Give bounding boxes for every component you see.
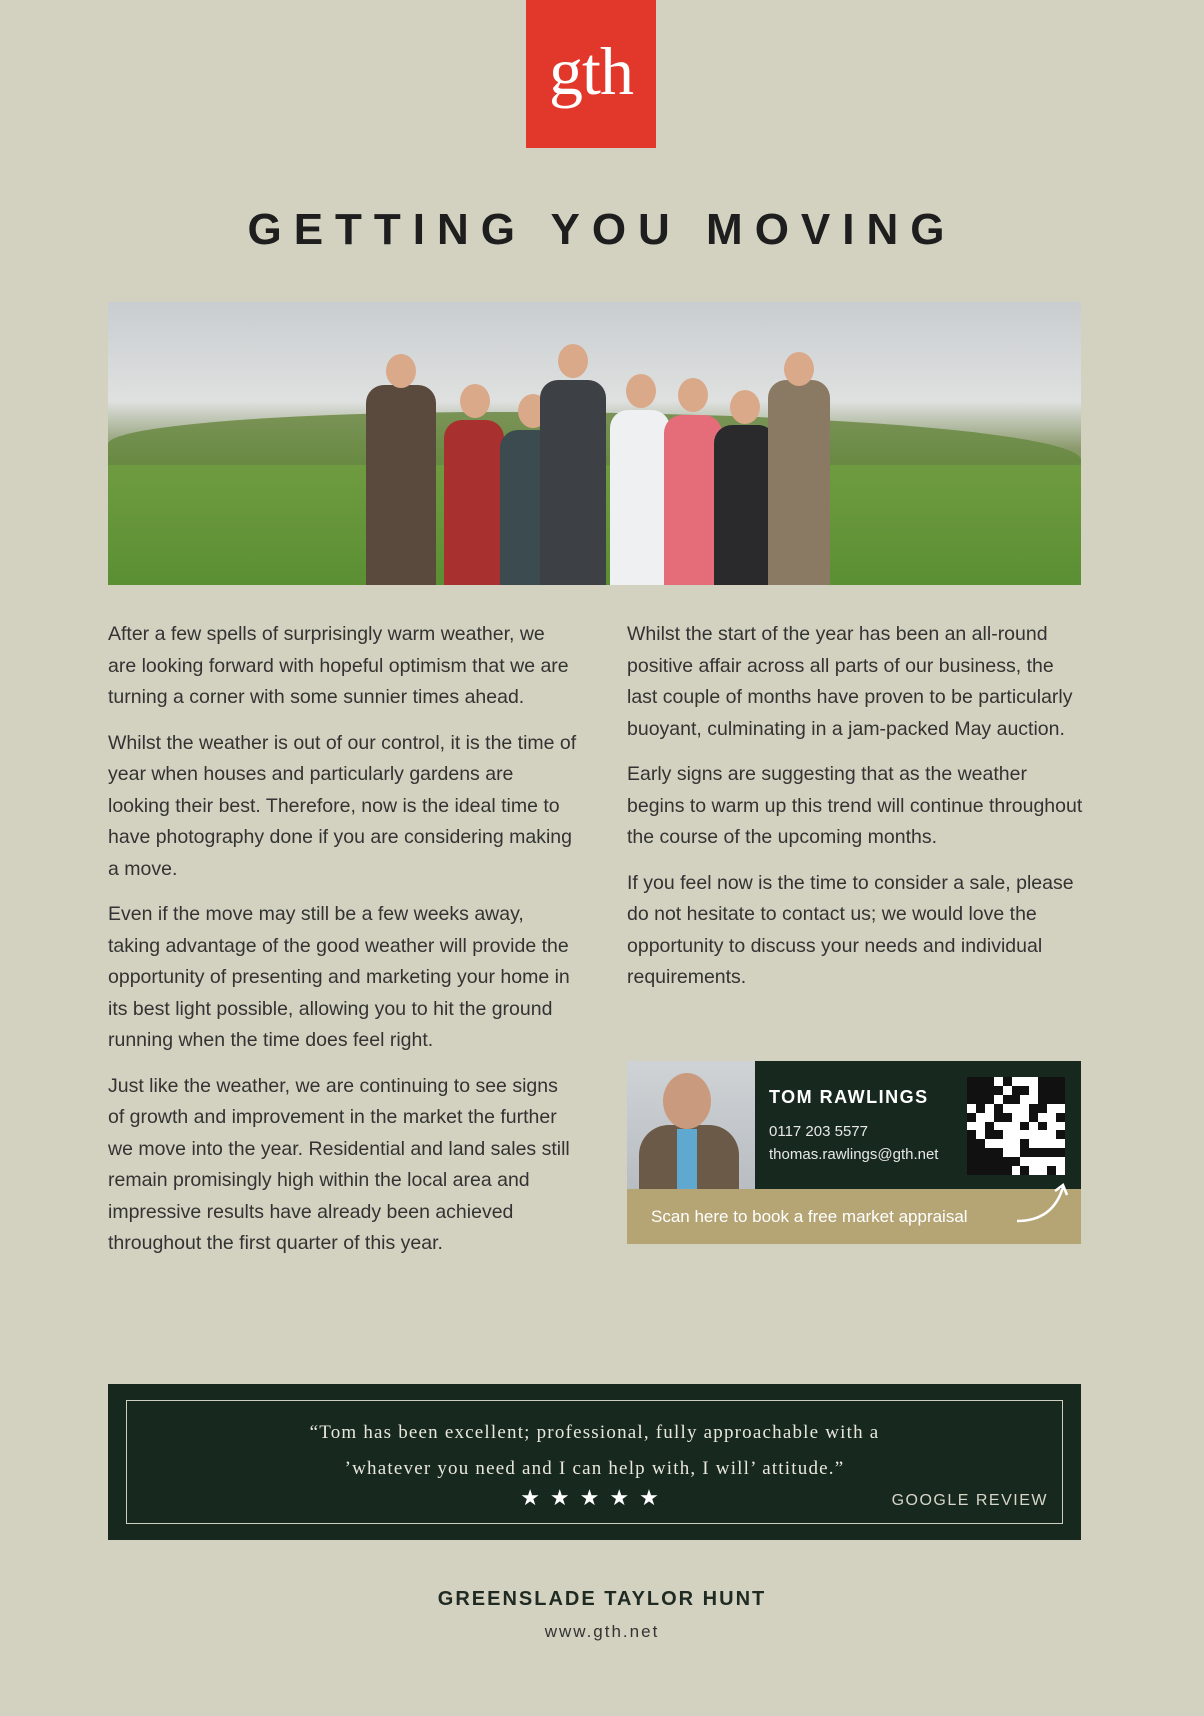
qr-code-icon[interactable] [967, 1077, 1065, 1175]
review-quote-line: ’whatever you need and I can help with, I will’ attitude.” [344, 1458, 845, 1479]
review-quote-line: “Tom has been excellent; professional, fully approachable with a [309, 1422, 880, 1443]
paragraph: Even if the move may still be a few weeks away, taking advantage of the good weather will provide the opportunity of presenting and marketing your home in its best light possible, allowing you to hit the ground running when the time does feel right. [108, 903, 570, 1051]
contact-card [627, 1061, 1081, 1246]
team-photo [108, 302, 1081, 585]
paragraph: If you feel now is the time to consider a sale, please do not hesitate to contact us; we would love the opportunity to discuss your needs and individual requirements. [627, 871, 1074, 988]
review-source: GOOGLE REVIEW [891, 1492, 1048, 1509]
company-name: GREENSLADE TAYLOR HUNT [437, 1588, 767, 1610]
logo-text: gth [549, 32, 633, 109]
agent-portrait [627, 1061, 755, 1189]
curved-arrow-icon [1013, 1177, 1073, 1227]
agent-name: TOM RAWLINGS [769, 1087, 929, 1107]
paragraph: Early signs are suggesting that as the weather begins to warm up this trend will continue throughout the course of the upcoming months. [627, 763, 1083, 848]
agent-email[interactable]: thomas.rawlings@gth.net [769, 1146, 939, 1163]
article-left-column [108, 619, 578, 1274]
article-right-column [627, 619, 1089, 1008]
star-rating: ★★★★★ [520, 1485, 669, 1510]
review-quote [127, 1415, 1062, 1487]
gth-logo [526, 0, 656, 148]
company-website[interactable]: www.gth.net [544, 1622, 660, 1641]
paragraph: After a few spells of surprisingly warm weather, we are looking forward with hopeful optimism that we are turning a corner with some sunnier times ahead. [108, 623, 569, 708]
paragraph: Whilst the start of the year has been an all-round positive affair across all parts of our business, the last couple of months have proven to be particularly buoyant, culminating in a jam-packed May auction. [627, 623, 1073, 740]
page-title: GETTING YOU MOVING [247, 205, 957, 254]
paragraph: Whilst the weather is out of our control, it is the time of year when houses and particularly gardens are looking their best. Therefore, now is the ideal time to have photography done if you are considering making a move. [108, 731, 577, 880]
review-frame [126, 1400, 1063, 1524]
agent-phone[interactable]: 0117 203 5577 [769, 1123, 868, 1140]
google-review-box [108, 1384, 1081, 1540]
paragraph: Just like the weather, we are continuing to see signs of growth and improvement in the market the further we move into the year. Residential and land sales still remain promisingly high within the local area and impressive results have already been achieved throughout the first quarter of this year. [108, 1074, 570, 1254]
appraisal-cta[interactable]: Scan here to book a free market appraisal [627, 1189, 1081, 1244]
